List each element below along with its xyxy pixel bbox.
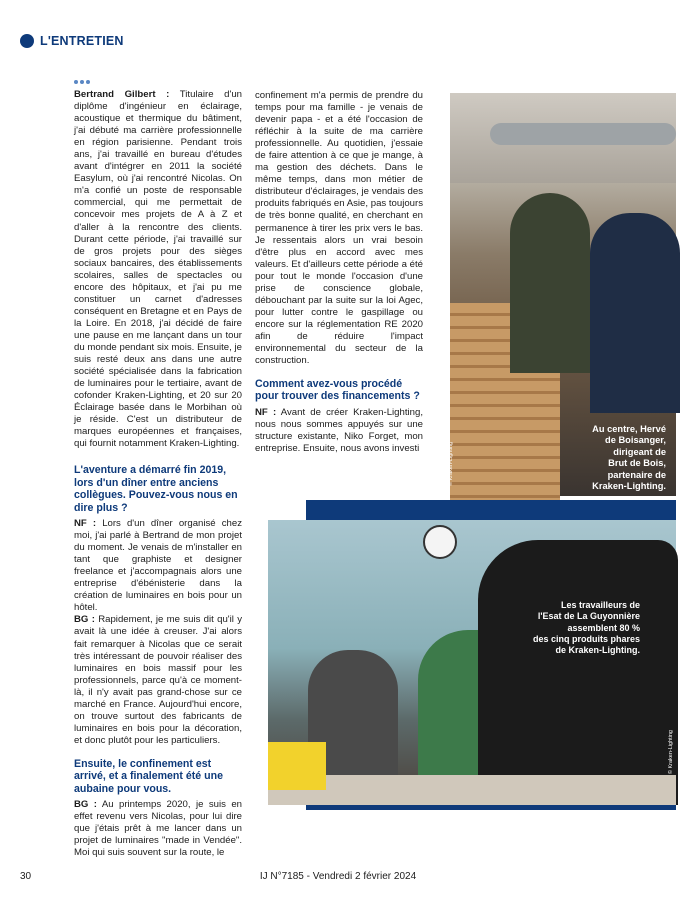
- speaker-label: NF :: [74, 518, 97, 530]
- paragraph: [74, 518, 242, 614]
- speaker-label: Bertrand Gilbert :: [74, 89, 170, 100]
- article-column-2: [255, 90, 423, 455]
- ellipsis-dots-icon: [74, 80, 90, 84]
- question-heading: Ensuite, le confinement est arrivé, et a finalement été une aubaine pour vous.: [74, 757, 223, 795]
- workbench: [268, 775, 676, 805]
- person-figure: [478, 540, 678, 805]
- issue-info: IJ N°7185 - Vendredi 2 février 2024: [259, 871, 417, 882]
- person-figure: [510, 193, 590, 373]
- speaker-label: BG :: [74, 614, 95, 626]
- paragraph: [74, 89, 242, 450]
- air-duct: [490, 123, 676, 145]
- paragraph: [255, 407, 423, 455]
- workshop-photo: [450, 93, 676, 496]
- bullet-icon: [20, 34, 34, 48]
- wall-clock-icon: [423, 525, 457, 559]
- photo-credit: © Kraken-Lighting: [668, 730, 674, 775]
- paragraph-text: confinement m'a permis de prendre du temps pour ma famille - je venais de devenir papa - et a été l'occasion de réfléchir à la suite de ma carrière professionnelle. Au quotidien, j'essaie de faire attention à ce que je mange, à ma gestion des déchets. Dans le même temps, dans mon métier de distributeur d'éclairages, je vendais des produits fabriqués en Asie, pas toujours de très bonne qualité, en cherchant en permanence à tirer les prix vers le bas. Je ressentais alors un vrai besoin d'être plus en accord avec mes valeurs. Et d'ailleurs cette période a été pour tout le monde l'occasion d'une prise de conscience globale, débouchant par la suite sur la loi Agec, pour lutter contre le gaspillage ou encore sur la réglementation RE 2020 afin de réduire l'impact environnemental du secteur de la construction.: [255, 90, 423, 367]
- paragraph-text: Au printemps 2020, je suis en effet revenu vers Nicolas, pour lui dire que j'étais prêt à me lancer dans un projet de luminaires "made in Vendée". Moi qui suis souvent sur la route, le: [74, 799, 242, 859]
- question-heading: Comment avez-vous procédé pour trouver des financements ?: [255, 378, 420, 403]
- paragraph-text: Titulaire d'un diplôme d'ingénieur en éclairage, acoustique et thermique du bâtiment, j'ai débuté ma carrière professionnelle en région parisienne. Pendant trois ans, j'ai travaillé en bureau d'études avant d'intégrer en 2011 la société Easylum, où j'ai rencontré Nicolas. On m'a confié un poste de responsable commercial, qui me permettait de concevoir mes projets de A à Z et d'aller à la rencontre des clients. Durant cette période, j'ai travaillé sur de gros projets pour des sièges sociaux bancaires, des établissements scolaires, salles de spectacles ou encore des hôpitaux, et j'ai pu me constituer un carnet d'adresses conséquent en Bretagne et en Pays de la Loire. En 2018, j'ai décidé de faire une pause en me lançant dans un tour du monde pendant six mois. Ensuite, je suis resté deux ans dans une autre société spécialisée dans la fabrication de luminaires pour le tertiaire, avant de cofonder Kraken-Lighting, et 20 sur 20 Éclairage basée dans le Morbihan où je réside. C'est un distributeur de marques européennes et françaises, qui fournit notamment Kraken-Lighting.: [74, 89, 242, 450]
- paragraph-text: Lors d'un dîner organisé chez moi, j'ai parlé à Bertrand de mon projet du moment. Je venais de m'installer en tant que graphiste et designer freelance et j'accompagnais alors une entreprise d'ébénisterie dans la création de luminaires en bois pour un hôtel.: [74, 518, 243, 614]
- paragraph: [74, 614, 242, 747]
- rubric-title: L'ENTRETIEN: [40, 34, 124, 48]
- article-column-1: [74, 89, 242, 859]
- speaker-label: BG :: [74, 799, 97, 811]
- question-heading: L'aventure a démarré fin 2019, lors d'un dîner entre anciens collègues. Pouvez-vous nous en dire plus ?: [74, 464, 238, 514]
- photo-credit: © Kraken-Lighting: [448, 441, 454, 486]
- paragraph: [74, 799, 242, 859]
- yellow-crate: [268, 742, 326, 790]
- rubric-header: [20, 34, 124, 48]
- page-number: 30: [20, 871, 32, 882]
- speaker-label: NF :: [255, 406, 277, 418]
- paragraph-text: Rapidement, je me suis dit qu'il y avait là une idée à creuser. J'ai alors fait remarquer à Nicolas que ce serait très intéressant de pouvoir réaliser des luminaires en bois massif pour les professionnels, parce qu'à ce moment-là, il n'y avait pas grand-chose sur ce marché en France. Aujourd'hui encore, on trouve surtout des fabricants de luminaires en bois pour la décoration, et donc plutôt pour les particuliers.: [74, 614, 242, 746]
- photo-caption: Les travailleurs de l'Esat de La Guyonnière assemblent 80 % des cinq produits phares de Kraken-Lighting.: [532, 600, 640, 656]
- photo-caption: Au centre, Hervé de Boisanger, dirigeant de Brut de Bois, partenaire de Kraken-Lighting.: [592, 424, 666, 492]
- esat-workers-photo: [268, 520, 676, 805]
- paragraph-text: Avant de créer Kraken-Lighting, nous nous sommes appuyés sur une structure existante, Niko Forget, mon entreprise. Ensuite, nous avons investi: [255, 406, 423, 455]
- person-figure: [590, 213, 680, 413]
